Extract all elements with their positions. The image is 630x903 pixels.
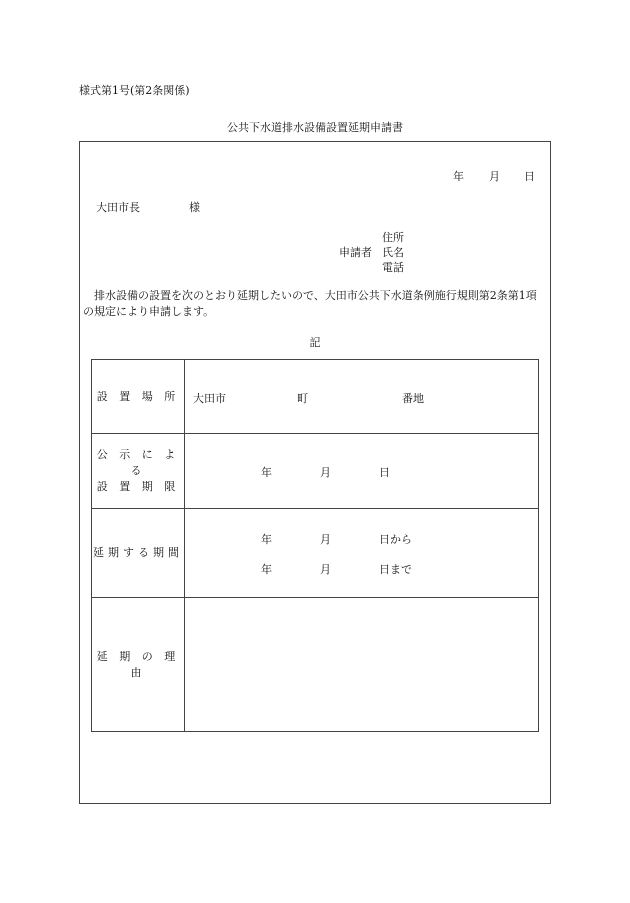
postponement-to-day: 日まで [379,563,412,576]
request-body-text [83,288,545,320]
postponement-to-year: 年 [261,563,272,576]
details-table [91,359,539,732]
postponement-from-month: 月 [320,533,331,546]
notice-deadline-row [92,434,539,509]
location-town-label: 町 [297,392,308,405]
location-city: 大田市 [193,392,226,405]
application-date-month[interactable]: 月 [489,170,500,183]
postponement-from-day: 日から [379,533,412,546]
document-title: 公共下水道排水設備設置延期申請書 [227,121,403,134]
location-lot-label: 番地 [402,392,424,405]
notice-deadline-day: 日 [379,466,390,479]
postponement-value-cell[interactable] [185,509,539,598]
reason-label: 延 期 の 理 由 [92,598,185,732]
record-label: 記 [309,336,321,349]
notice-deadline-year: 年 [261,466,272,479]
notice-deadline-month: 月 [320,466,331,479]
postponement-row [92,509,539,598]
notice-deadline-label [92,434,185,509]
applicant-address-label[interactable]: 住所 [382,231,404,244]
notice-deadline-value-cell[interactable] [185,434,539,509]
request-body-content: 排水設備の設置を次のとおり延期したいので、大田市公共下水道条例施行規則第2条第1項の規定により申請します。 [83,289,537,318]
applicant-phone-label[interactable]: 電話 [382,261,404,274]
reason-value-cell[interactable] [185,598,539,732]
applicant-label: 申請者 [339,246,372,259]
application-date-day[interactable]: 日 [524,170,535,183]
notice-deadline-label-line1: 公 示 に よ る [96,448,180,477]
reason-row [92,598,539,732]
recipient-name: 大田市長 [96,201,140,214]
recipient-honorific: 様 [189,201,200,214]
application-date-year[interactable]: 年 [453,170,464,183]
postponement-from-year: 年 [261,533,272,546]
postponement-label: 延期する期間 [92,509,185,598]
applicant-name-label[interactable]: 氏名 [382,246,404,259]
location-value-cell[interactable] [185,360,539,434]
location-label: 設 置 場 所 [92,360,185,434]
notice-deadline-label-line2: 設 置 期 限 [96,480,180,493]
location-row [92,360,539,434]
postponement-to-month: 月 [320,563,331,576]
form-number: 様式第1号(第2条関係) [79,84,190,97]
